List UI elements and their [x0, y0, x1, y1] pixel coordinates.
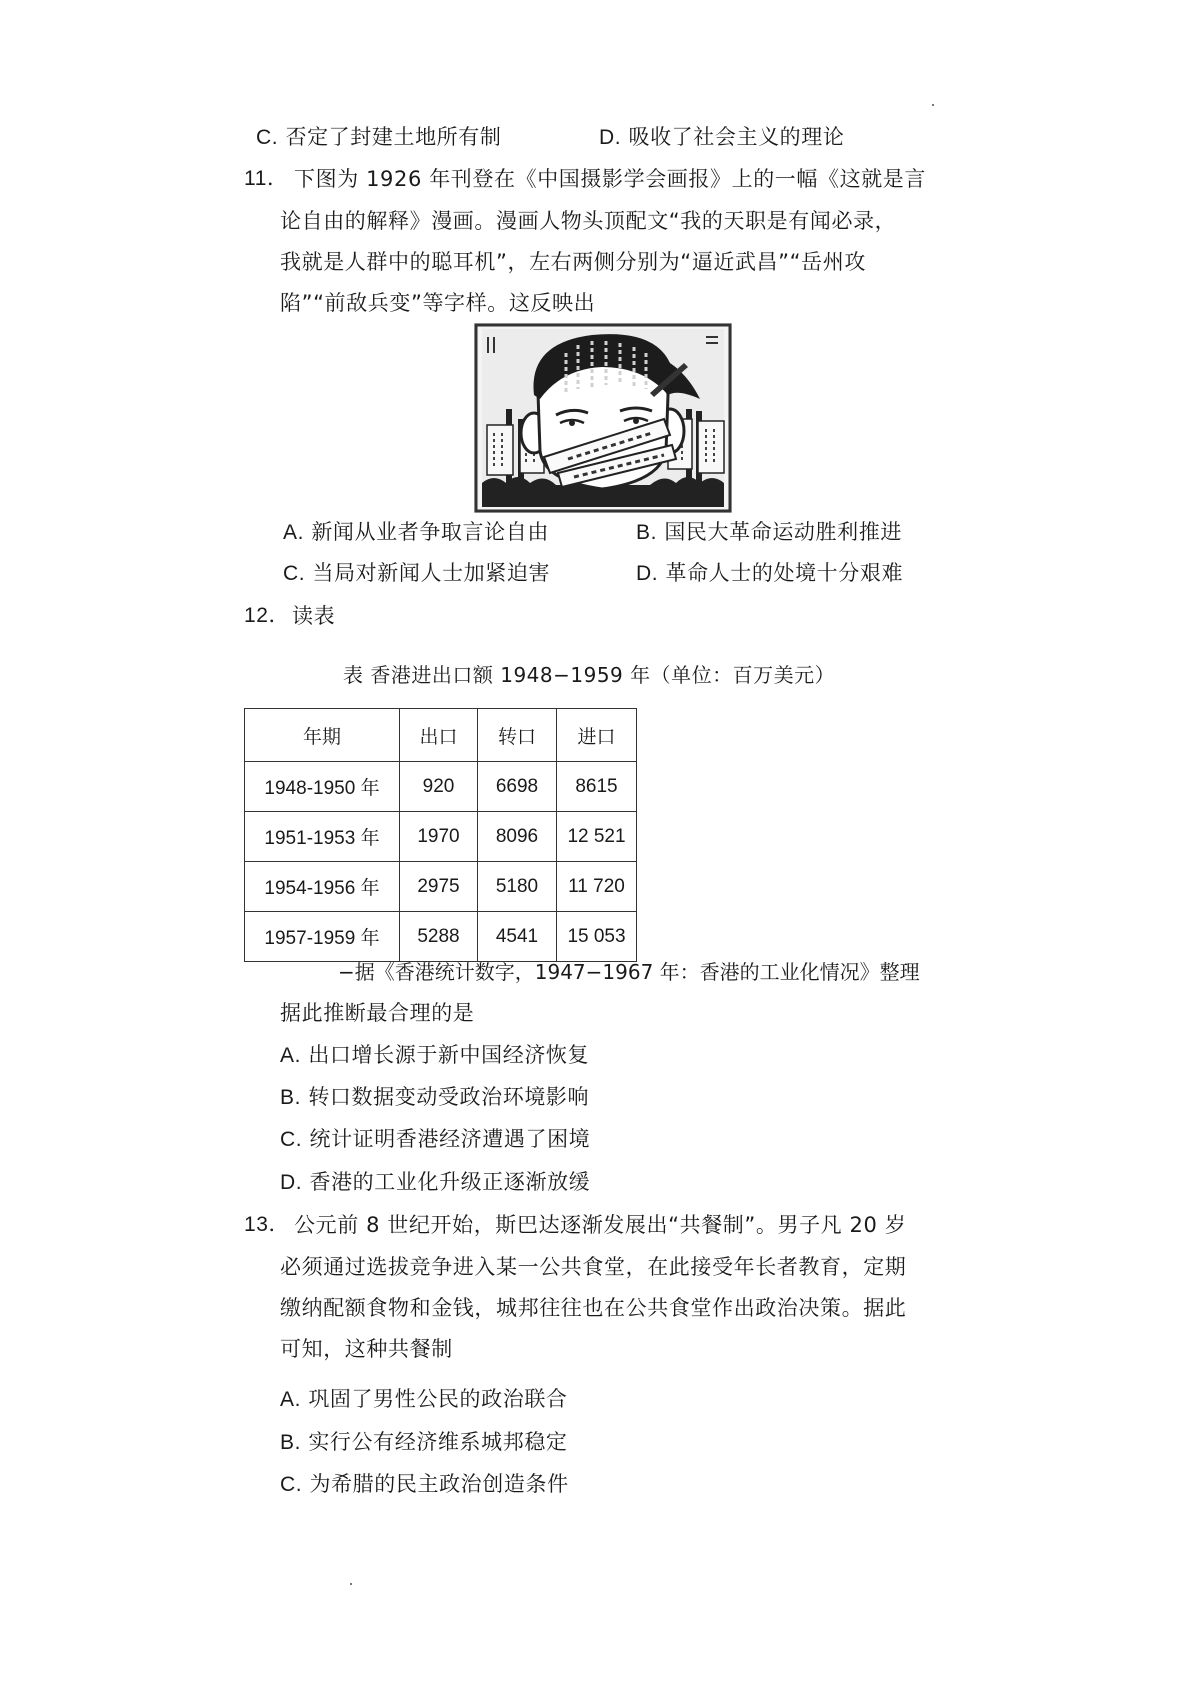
- table-source-note: −据《香港统计数字，1947−1967 年：香港的工业化情况》整理: [338, 960, 920, 984]
- q13-option-b: B. 实行公有经济维系城邦稳定: [280, 1430, 568, 1454]
- cartoon-image: [474, 323, 732, 513]
- table-cell: 1957-1959 年: [245, 912, 400, 962]
- table-cell: 2975: [400, 862, 478, 912]
- q11-stem-line-1: 下图为 1926 年刊登在《中国摄影学会画报》上的一幅《这就是言: [294, 167, 926, 191]
- q10-option-c: C. 否定了封建土地所有制: [256, 125, 502, 149]
- q11-stem-line-3: 我就是人群中的聪耳机”，左右两侧分别为“逼近武昌”“岳州攻: [280, 250, 866, 274]
- table-row: [245, 912, 637, 962]
- q11-option-b: B. 国民大革命运动胜利推进: [636, 520, 902, 544]
- q13-stem-line-3: 缴纳配额食物和金钱，城邦往往也在公共食堂作出政治决策。据此: [280, 1296, 907, 1320]
- table-cell: 5180: [478, 862, 557, 912]
- q12-option-b: B. 转口数据变动受政治环境影响: [280, 1085, 590, 1109]
- table-row: [245, 862, 637, 912]
- table-cell: 12 521: [557, 812, 637, 862]
- table-header: 出口: [400, 709, 478, 762]
- table-cell: 11 720: [557, 862, 637, 912]
- table-cell: 4541: [478, 912, 557, 962]
- table-header: 转口: [478, 709, 557, 762]
- table-cell: 15 053: [557, 912, 637, 962]
- table-cell: 8615: [557, 762, 637, 812]
- q13-option-a: A. 巩固了男性公民的政治联合: [280, 1387, 568, 1411]
- q12-option-d: D. 香港的工业化升级正逐渐放缓: [280, 1170, 591, 1194]
- table-cell: 8096: [478, 812, 557, 862]
- table-row: [245, 762, 637, 812]
- q12-stem: 读表: [292, 604, 336, 628]
- q12-option-a: A. 出口增长源于新中国经济恢复: [280, 1043, 590, 1067]
- table-row: [245, 812, 637, 862]
- q13-stem-line-4: 可知，这种共餐制: [280, 1337, 453, 1361]
- q12-option-c: C. 统计证明香港经济遭遇了困境: [280, 1127, 591, 1151]
- table-header: 进口: [557, 709, 637, 762]
- table-cell: 1970: [400, 812, 478, 862]
- q12-question: 据此推断最合理的是: [280, 1001, 475, 1025]
- q10-option-d: D. 吸收了社会主义的理论: [599, 125, 845, 149]
- table-cell: 1954-1956 年: [245, 862, 400, 912]
- q13-stem-line-1: 公元前 8 世纪开始，斯巴达逐渐发展出“共餐制”。男子凡 20 岁: [294, 1213, 907, 1237]
- scan-speck: [350, 1583, 352, 1585]
- q11-number: 11．: [244, 167, 289, 190]
- table-cell: 920: [400, 762, 478, 812]
- table-cell: 1951-1953 年: [245, 812, 400, 862]
- scan-speck: [932, 104, 934, 106]
- q13-number: 13．: [244, 1213, 291, 1236]
- table-cell: 6698: [478, 762, 557, 812]
- q11-option-c: C. 当局对新闻人士加紧迫害: [283, 561, 551, 585]
- q11-option-a: A. 新闻从业者争取言论自由: [283, 520, 549, 544]
- table-cell: 1948-1950 年: [245, 762, 400, 812]
- q11-stem-line-2: 论自由的解释》漫画。漫画人物头顶配文“我的天职是有闻必录，: [280, 209, 897, 233]
- q11-stem-line-4: 陷”“前敌兵变”等字样。这反映出: [280, 291, 596, 315]
- table-cell: 5288: [400, 912, 478, 962]
- table-header: 年期: [245, 709, 400, 762]
- q12-number: 12．: [244, 604, 291, 627]
- q13-option-c: C. 为希腊的民主政治创造条件: [280, 1472, 569, 1496]
- q13-stem-line-2: 必须通过选拔竞争进入某一公共食堂，在此接受年长者教育，定期: [280, 1255, 907, 1279]
- table-header-row: [245, 709, 637, 762]
- data-table: [244, 708, 637, 962]
- table-caption: 表 香港进出口额 1948−1959 年（单位：百万美元）: [343, 663, 836, 687]
- q11-option-d: D. 革命人士的处境十分艰难: [636, 561, 904, 585]
